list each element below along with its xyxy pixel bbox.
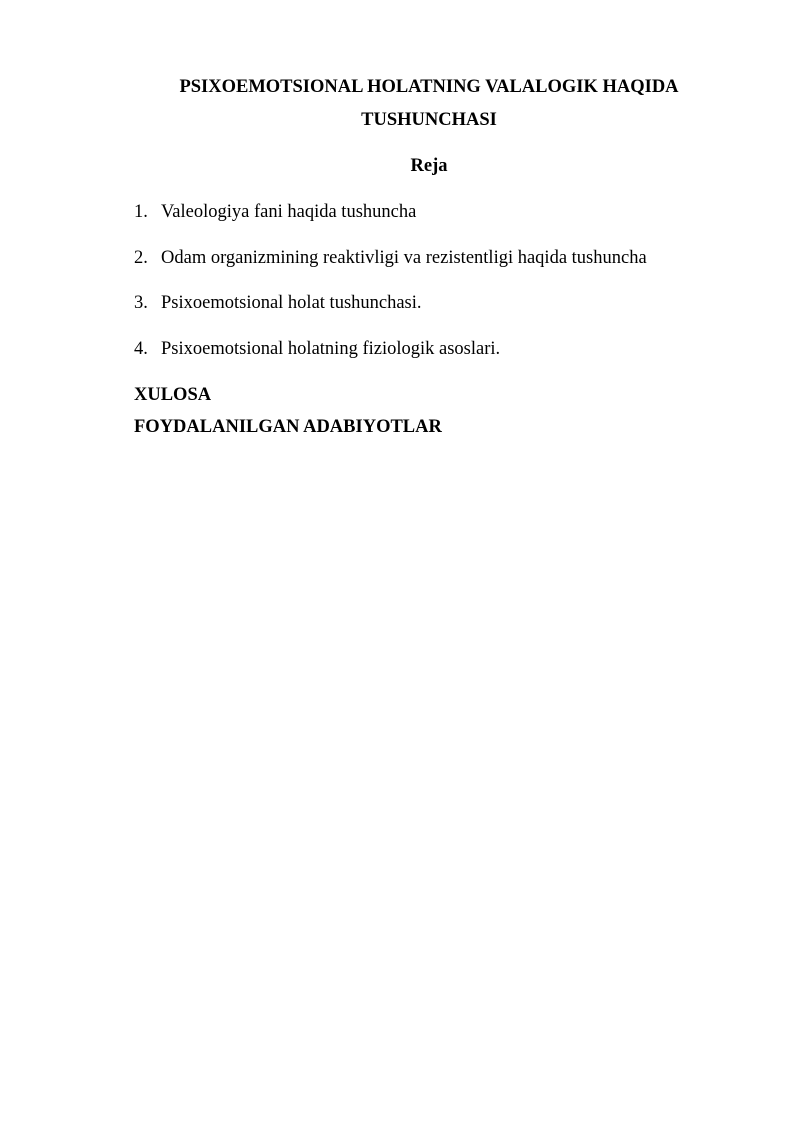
conclusion-heading: XULOSA <box>134 385 212 405</box>
references-heading: FOYDALANILGAN ADABIYOTLAR <box>134 417 442 437</box>
plan-heading: Reja <box>410 156 448 176</box>
plan-item-number: 4. <box>134 339 148 359</box>
plan-item-text: Valeologiya fani haqida tushuncha <box>161 202 417 222</box>
plan-item <box>134 201 734 223</box>
document-title-line-1: PSIXOEMOTSIONAL HOLATNING VALALOGIK HAQIDA <box>179 77 679 97</box>
plan-item-text: Psixoemotsional holat tushunchasi. <box>161 293 422 313</box>
document-title-line-2: TUSHUNCHASI <box>361 110 497 130</box>
plan-item <box>134 247 734 269</box>
plan-item-number: 2. <box>134 248 148 268</box>
plan-item-text: Odam organizmining reaktivligi va rezistentligi haqida tushuncha <box>161 248 647 268</box>
plan-item <box>134 338 734 360</box>
plan-item <box>134 292 734 314</box>
plan-item-number: 3. <box>134 293 148 313</box>
plan-item-text: Psixoemotsional holatning fiziologik asoslari. <box>161 339 501 359</box>
plan-item-number: 1. <box>134 202 148 222</box>
